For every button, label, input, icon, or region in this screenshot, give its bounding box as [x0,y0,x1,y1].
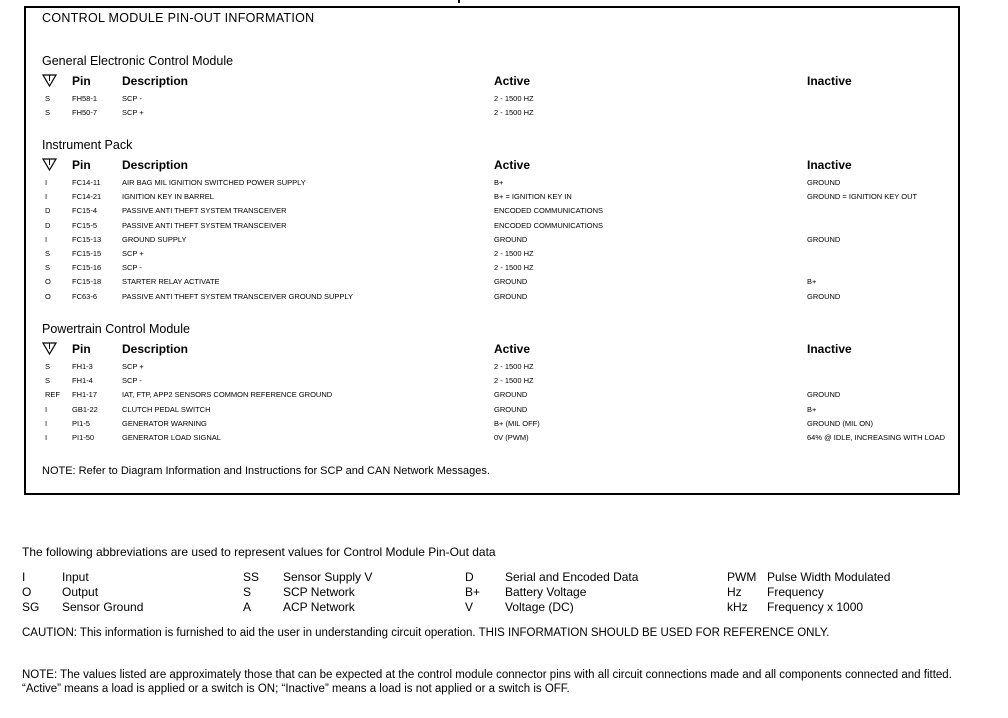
abbreviation-code: D [465,570,474,584]
pin-type: S [45,362,51,371]
inactive-value: GROUND = IGNITION KEY OUT [807,192,918,202]
active-value: GROUND [494,390,528,400]
inactive-value: GROUND (MIL ON) [807,418,873,428]
section-title: Powertrain Control Module [42,322,190,336]
pin-description: PASSIVE ANTI THEFT SYSTEM TRANSCEIVER [122,220,287,230]
abbreviation-code: kHz [727,600,748,614]
pin-id: FC15-5 [72,220,98,230]
pin-id: FC14-21 [72,192,102,202]
pin-description: GENERATOR LOAD SIGNAL [122,433,221,442]
column-header-active: Active [494,74,531,88]
abbreviation-code: V [465,600,474,614]
pin-description: AIR BAG MIL IGNITION SWITCHED POWER SUPPLY [122,178,306,187]
pin-description: PASSIVE ANTI THEFT SYSTEM TRANSCEIVER [122,206,287,216]
abbreviation-meaning: Battery Voltage [505,585,587,599]
active-value: 0V (PWM) [494,433,529,442]
pin-description: SCP - [122,376,142,386]
column-header-description: Description [122,342,189,356]
active-value: GROUND [494,234,528,244]
document-title: CONTROL MODULE PIN-OUT INFORMATION [42,11,315,25]
table-row [26,235,956,248]
pin-description: SCP + [122,362,144,371]
pinout-box [24,6,960,495]
active-value: B+ = IGNITION KEY IN [494,192,572,202]
active-value: 2 - 1500 HZ [494,108,534,118]
abbreviation-meaning: Frequency [767,585,824,599]
triangle-symbol-icon [42,158,57,174]
abbreviation-code: A [243,600,252,614]
abbreviation-meaning: Sensor Supply V [283,570,373,584]
inactive-value: GROUND [807,390,841,400]
abbreviation-meaning: Voltage (DC) [505,600,574,614]
column-header-active: Active [494,342,531,356]
pin-id: FC15-16 [72,263,102,273]
pin-type: O [45,291,51,301]
pin-description: SCP - [122,94,142,103]
abbreviation-meaning: Input [62,570,89,584]
table-row [26,405,956,418]
pin-type: I [45,404,48,414]
pin-id: FH1-4 [72,376,93,386]
active-value: B+ (MIL OFF) [494,418,540,428]
pin-description: PASSIVE ANTI THEFT SYSTEM TRANSCEIVER GROUND SUPPLY [122,291,354,301]
inactive-value: 64% @ IDLE, INCREASING WITH LOAD [807,433,946,442]
pin-description: CLUTCH PEDAL SWITCH [122,404,211,414]
pin-description: SCP + [122,108,144,118]
table-row [26,433,956,446]
pin-type: S [45,108,51,118]
table-row [26,249,956,262]
table-row [26,277,956,290]
active-value: 2 - 1500 HZ [494,94,534,103]
active-value: B+ [494,178,504,187]
pin-type: D [45,220,51,230]
pin-description: GENERATOR WARNING [122,418,207,428]
pin-id: FH1-17 [72,390,98,400]
section-title: General Electronic Control Module [42,54,234,68]
table-row [26,178,956,191]
pin-description: STARTER RELAY ACTIVATE [122,277,220,287]
pin-id: FH1-3 [72,362,93,371]
column-header-description: Description [122,74,189,88]
active-value: GROUND [494,291,528,301]
footer-note: NOTE: The values listed are approximately those that can be expected at the control module connector pins with all circuit connections made and all components connected and fitted. “Active” means a load is applied or a switch is ON; “Inactive” means a load is not applied or a switch is OFF. [22,669,952,695]
table-row [26,376,956,389]
column-header-pin: Pin [72,158,91,172]
pin-description: IGNITION KEY IN BARREL [122,192,214,202]
abbreviation-meaning: Serial and Encoded Data [505,570,639,584]
pin-id: FH58-1 [72,94,98,103]
abbreviation-meaning: Pulse Width Modulated [767,570,891,584]
active-value: ENCODED COMMUNICATIONS [494,220,604,230]
column-header-inactive: Inactive [807,342,852,356]
column-header-pin: Pin [72,342,91,356]
table-row [26,94,956,107]
pin-type: S [45,376,51,386]
abbreviation-meaning: Output [62,585,99,599]
pin-type: I [45,192,48,202]
abbreviation-code: S [243,585,252,599]
pin-id: FC15-18 [72,277,102,287]
active-value: GROUND [494,404,528,414]
pin-type: S [45,249,51,258]
pin-type: I [45,234,48,244]
inactive-value: B+ [807,277,817,287]
abbreviation-meaning: SCP Network [283,585,355,599]
triangle-symbol-icon [42,74,57,90]
abbreviation-code: O [22,585,32,599]
column-header-description: Description [122,158,189,172]
abbreviation-code: Hz [727,585,742,599]
pin-id: GB1-22 [72,404,98,414]
abbreviation-code: I [22,570,26,584]
inactive-value: GROUND [807,178,841,187]
pin-id: PI1-5 [72,418,90,428]
pin-type: S [45,263,51,273]
table-row [26,292,956,305]
active-value: 2 - 1500 HZ [494,376,534,386]
abbreviation-meaning: Sensor Ground [62,600,144,614]
pin-id: FC15-4 [72,206,98,216]
table-row [26,263,956,276]
abbreviation-meaning: Frequency x 1000 [767,600,864,614]
section-title: Instrument Pack [42,138,133,152]
pin-type: S [45,94,51,103]
pin-type: I [45,433,48,442]
table-row [26,419,956,432]
abbreviation-code: SG [22,600,40,614]
pin-id: PI1-50 [72,433,95,442]
active-value: GROUND [494,277,528,287]
pin-type: D [45,206,51,216]
abbreviations-intro: The following abbreviations are used to represent values for Control Module Pin-Out data [22,545,496,559]
abbreviation-code: B+ [465,585,481,599]
table-row [26,192,956,205]
caution-text: CAUTION: This information is furnished to aid the user in understanding circuit operation. THIS INFORMATION SHOULD BE USED FOR REFERENCE ONLY. [22,627,830,639]
pin-id: FC15-15 [72,249,102,258]
pin-description: GROUND SUPPLY [122,234,187,244]
pin-type: O [45,277,51,287]
pin-description: SCP + [122,249,144,258]
inactive-value: B+ [807,404,817,414]
pin-id: FC14-11 [72,178,101,187]
abbreviation-meaning: ACP Network [283,600,355,614]
abbreviation-code: PWM [727,570,757,584]
abbreviation-code: SS [243,570,260,584]
pin-description: SCP - [122,263,142,273]
column-header-active: Active [494,158,531,172]
active-value: 2 - 1500 HZ [494,263,534,273]
table-row [26,362,956,375]
pin-id: FH50-7 [72,108,98,118]
pin-type: REF [45,390,60,400]
table-row [26,390,956,403]
pin-type: I [45,178,48,187]
active-value: 2 - 1500 HZ [494,362,534,371]
table-row [26,221,956,234]
box-note: NOTE: Refer to Diagram Information and Instructions for SCP and CAN Network Messages. [42,465,490,477]
pin-description: IAT, FTP, APP2 SENSORS COMMON REFERENCE GROUND [122,390,333,400]
active-value: ENCODED COMMUNICATIONS [494,206,604,216]
column-header-inactive: Inactive [807,158,852,172]
column-header-pin: Pin [72,74,91,88]
pin-id: FC63-6 [72,291,98,301]
table-row [26,206,956,219]
column-header-inactive: Inactive [807,74,852,88]
triangle-symbol-icon [42,342,57,358]
pin-id: FC15-13 [72,234,102,244]
top-tick-mark [458,0,460,3]
pin-type: I [45,418,48,428]
inactive-value: GROUND [807,234,841,244]
table-row [26,108,956,121]
active-value: 2 - 1500 HZ [494,249,534,258]
inactive-value: GROUND [807,291,841,301]
